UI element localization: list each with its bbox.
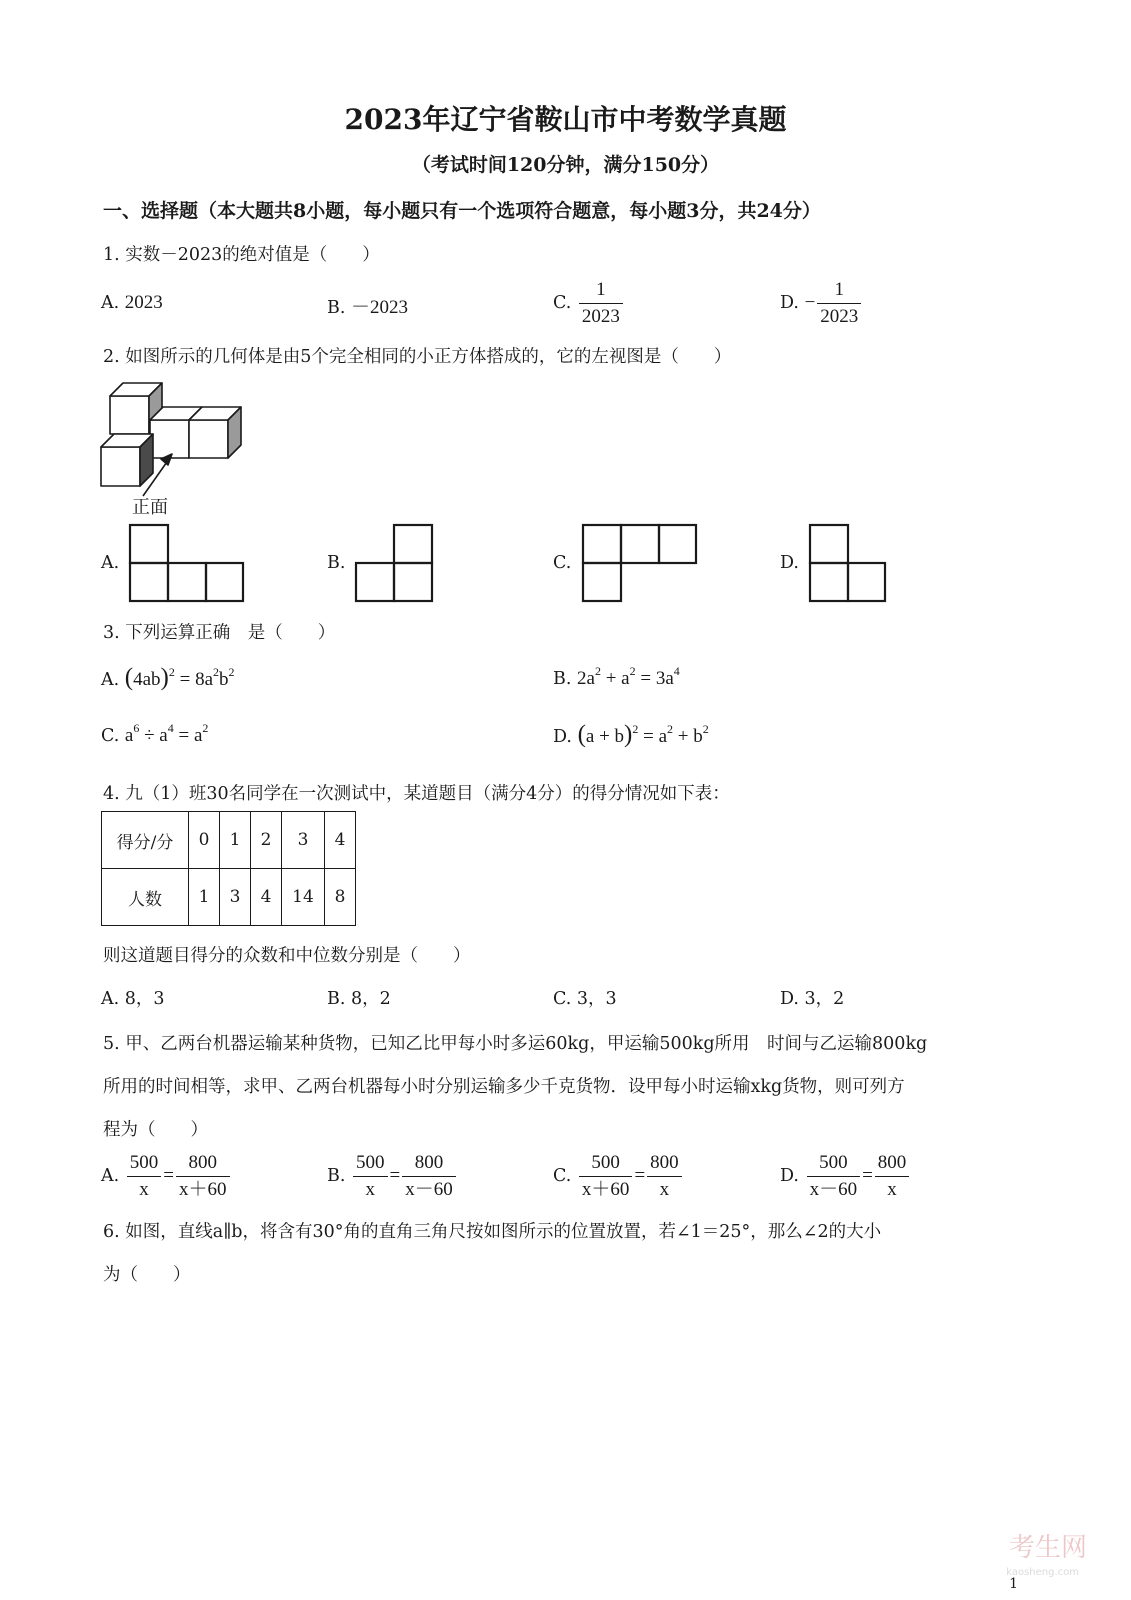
q3-option-c: C. $a^6 \div a^4 = a^2$ (101, 721, 209, 746)
q1-c-fraction: $\frac{1}{2023}$ (579, 277, 623, 330)
q3-stem: 3. 下列运算正确 是（ ） (103, 623, 336, 643)
q3-b-expression: $2a^2 + a^2 = 3a^4$ (577, 664, 680, 689)
q5-line-2: 所用的时间相等，求甲、乙两台机器每小时分别运输多少千克货物．设甲每小时运输xkg货物，则可列方 (103, 1077, 905, 1097)
q5-option-d: D. $\frac{500}{x-60}$ = $\frac{800}{x}$ (780, 1150, 911, 1203)
q1-option-c: C. $\frac{1}{2023}$ (553, 277, 625, 330)
q2-option-b-view (354, 523, 436, 603)
q2-option-b-label: B. (327, 553, 346, 573)
q2-option-c-label: C. (553, 553, 572, 573)
table-row (102, 869, 356, 926)
table-cell: 1 (189, 869, 220, 926)
cube-solid-figure (95, 375, 255, 520)
q1-option-a: A. 2023 (101, 292, 163, 313)
q3-d-expression: $(a + b)^2 = a^2 + b^2$ (577, 721, 709, 748)
q3-option-a: A. $(4ab)^2 = 8a^2b^2$ (101, 664, 235, 691)
q2-option-d-label: D. (780, 553, 799, 573)
q3-option-d: D. $(a + b)^2 = a^2 + b^2$ (553, 721, 709, 748)
table-cell: 2 (251, 812, 282, 869)
q2-option-c-view (581, 523, 699, 603)
q6-line-1: 6. 如图，直线a∥b，将含有30°角的直角三角尺按如图所示的位置放置，若∠1＝25°，那么∠2的大小 (103, 1222, 882, 1242)
q1-option-b: B. －2023 (327, 297, 409, 318)
q5-option-b: B. $\frac{500}{x}$ = $\frac{800}{x-60}$ (327, 1150, 458, 1203)
q5-line-1: 5. 甲、乙两台机器运输某种货物，已知乙比甲每小时多运60kg，甲运输500kg所用 时间与乙运输800kg (103, 1034, 928, 1054)
q5-option-a: A. $\frac{500}{x}$ = $\frac{800}{x+60}$ (101, 1150, 232, 1203)
table-row (102, 812, 356, 869)
q4-option-c: C. 3，3 (553, 989, 617, 1009)
q4-option-a: A. 8，3 (101, 989, 165, 1009)
table-cell: 4 (251, 869, 282, 926)
q3-c-expression: $a^6 \div a^4 = a^2$ (124, 721, 209, 746)
table-cell: 人数 (102, 869, 189, 926)
page-number: 1 (1009, 1576, 1018, 1592)
watermark-url: kaosheng.com (1006, 1567, 1079, 1578)
q3-a-expression: $(4ab)^2 = 8a^2b^2$ (124, 664, 235, 691)
q4-stem: 4. 九（1）班30名同学在一次测试中，某道题目（满分4分）的得分情况如下表： (103, 784, 730, 804)
q1-stem: 1. 实数－2023的绝对值是（ ） (103, 245, 380, 265)
q2-option-a-label: A. (101, 553, 120, 573)
front-label: 正面 (132, 497, 168, 518)
table-cell: 1 (220, 812, 251, 869)
q2-option-d-view (808, 523, 890, 603)
table-cell: 4 (325, 812, 356, 869)
q4-option-d: D. 3，2 (780, 989, 845, 1009)
score-table (101, 811, 356, 926)
q1-option-d: D. − $\frac{1}{2023}$ (780, 277, 863, 330)
q5-line-3: 程为（ ） (103, 1120, 208, 1140)
exam-info: （考试时间120分钟，满分150分） (411, 154, 720, 176)
q4-option-b: B. 8，2 (327, 989, 391, 1009)
q4-question: 则这道题目得分的众数和中位数分别是（ ） (103, 946, 471, 966)
section-heading: 一、选择题（本大题共8小题，每小题只有一个选项符合题意，每小题3分，共24分） (103, 200, 821, 222)
q5-option-c: C. $\frac{500}{x+60}$ = $\frac{800}{x}$ (553, 1150, 684, 1203)
table-cell: 0 (189, 812, 220, 869)
q3-option-b: B. $2a^2 + a^2 = 3a^4$ (553, 664, 680, 689)
q2-stem: 2. 如图所示的几何体是由5个完全相同的小正方体搭成的，它的左视图是（ ） (103, 347, 732, 367)
table-cell: 3 (220, 869, 251, 926)
table-cell: 3 (282, 812, 325, 869)
table-cell: 14 (282, 869, 325, 926)
q2-option-a-view (128, 523, 246, 603)
table-cell: 得分/分 (102, 812, 189, 869)
page-title: 2023年辽宁省鞍山市中考数学真题 (344, 103, 787, 136)
watermark-logo: 考生网 (1008, 1533, 1087, 1563)
table-cell: 8 (325, 869, 356, 926)
q6-line-2: 为（ ） (103, 1265, 191, 1285)
q1-d-fraction: $\frac{1}{2023}$ (817, 277, 861, 330)
